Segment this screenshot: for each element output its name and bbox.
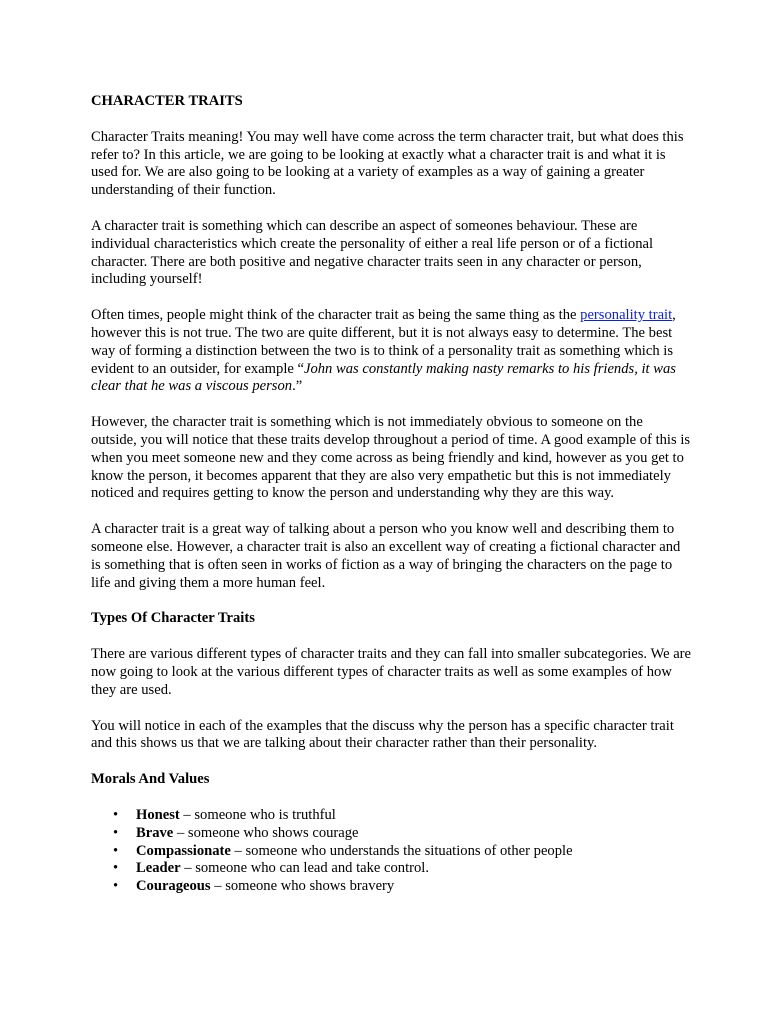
trait-description: – someone who can lead and take control.	[180, 860, 430, 877]
definition-paragraph: A character trait is something which can describe an aspect of someones behaviour. These are individual characteristics which create the personality of either a real life person or of a fictional character. There are both positive and negative character traits seen in any character or person, including yourself!	[91, 217, 654, 288]
intro-paragraph: Character Traits meaning! You may well have come across the term character trait, but what does this refer to? In this article, we are going to be looking at exactly what a character trait is and what it is used for. We are also going to be looking at a variety of examples as a way of gaining a greater understanding of their function.	[91, 128, 684, 199]
paragraph-text: .”	[292, 378, 303, 395]
trait-term: Courageous	[136, 878, 211, 895]
trait-term: Honest	[136, 806, 180, 823]
trait-description: – someone who shows courage	[173, 824, 359, 841]
types-heading: Types Of Character Traits	[91, 610, 255, 627]
bullet-icon: •	[113, 860, 119, 877]
list-item	[91, 825, 691, 843]
trait-term: Leader	[136, 860, 181, 877]
bullet-icon: •	[113, 806, 119, 823]
list-item	[91, 843, 691, 861]
usage-paragraph: A character trait is a great way of talking about a person who you know well and describing them to someone else. However, a character trait is also an excellent way of creating a fictional character and is something that is often seen in works of fiction as a way of bringing the characters on the page to life and giving them a more human feel.	[91, 521, 681, 591]
list-item	[91, 860, 691, 878]
morals-heading: Morals And Values	[91, 771, 210, 788]
trait-description: – someone who is truthful	[179, 806, 336, 823]
paragraph-text: Often times, people might think of the character trait as being the same thing as the	[91, 307, 581, 324]
document-page	[91, 93, 691, 896]
trait-term: Brave	[136, 824, 174, 841]
trait-term: Compassionate	[136, 842, 231, 859]
paragraph-text: , however this is not true. The two are quite different, but it is not always easy to determine. The best way of forming a distinction between the two is to think of a personality trait as something which is evident to an outsider, for example “	[91, 307, 676, 377]
character-trait-explanation-paragraph: However, the character trait is something which is not immediately obvious to someone on the outside, you will notice that these traits develop throughout a period of time. A good example of this is when you meet someone new and they come across as being friendly and kind, however as you get to know the person, it becomes apparent that they are also very empathetic but this is not immediately noticed and requires getting to know the person and understanding why they are this way.	[91, 414, 691, 502]
types-paragraph: There are various different types of character traits and they can fall into smaller subcategories. We are now going to look at the various different types of character traits as well as some examples of how they are used.	[91, 646, 692, 698]
bullet-icon: •	[113, 824, 119, 841]
list-item	[91, 878, 691, 896]
bullet-icon: •	[113, 878, 119, 895]
examples-paragraph: You will notice in each of the examples that the discuss why the person has a specific character trait and this shows us that we are talking about their character rather than their personality.	[91, 717, 674, 752]
personality-trait-link[interactable]: personality trait	[580, 307, 673, 324]
example-quote: John was constantly making nasty remarks to his friends, it was clear that he was a viscous person	[91, 360, 676, 395]
bullet-icon: •	[113, 842, 119, 859]
morals-list	[91, 807, 691, 896]
personality-comparison-paragraph	[91, 307, 691, 396]
trait-description: – someone who understands the situations of other people	[230, 842, 573, 859]
trait-description: – someone who shows bravery	[210, 878, 395, 895]
list-item	[91, 807, 691, 825]
document-title: CHARACTER TRAITS	[91, 93, 243, 109]
